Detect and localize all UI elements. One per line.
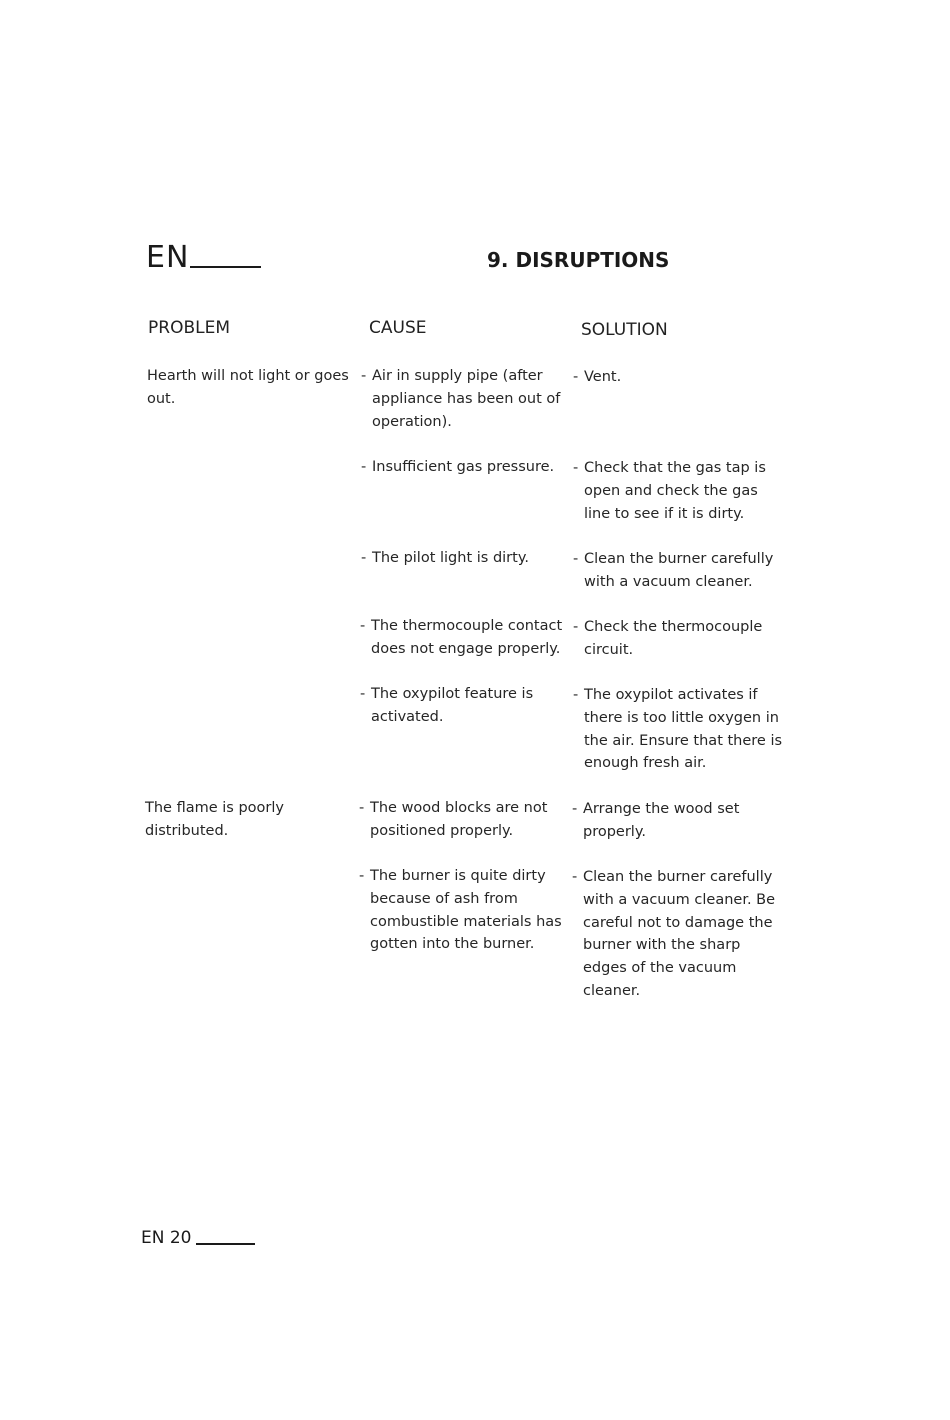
cause-text: Air in supply pipe (after appliance has been out of operation). [372, 368, 561, 430]
solution-cell: - Clean the burner carefully with a vacuum cleaner. Be careful not to damage the burner with the sharp edges of the vacuum cleaner. [572, 866, 777, 1003]
cause-cell: - The thermocouple contact does not engage properly. [360, 615, 570, 661]
cause-cell: - Insufficient gas pressure. [361, 456, 571, 479]
cause-text: The thermocouple contact does not engage properly. [371, 618, 563, 657]
problem-text: The flame is poorly distributed. [145, 800, 284, 839]
cause-text: The wood blocks are not positioned properly. [370, 800, 548, 839]
page-number: EN 20 [141, 1228, 192, 1248]
cause-cell: - The wood blocks are not positioned properly. [359, 797, 569, 843]
solution-cell: - Check that the gas tap is open and check the gas line to see if it is dirty. [573, 457, 788, 525]
solution-text: The oxypilot activates if there is too little oxygen in the air. Ensure that there is enough fresh air. [584, 687, 783, 772]
solution-text: Clean the burner carefully with a vacuum cleaner. [584, 551, 774, 590]
problem-text: Hearth will not light or goes out. [147, 368, 349, 407]
solution-text: Check that the gas tap is open and check the gas line to see if it is dirty. [584, 460, 766, 522]
cause-cell: - The oxypilot feature is activated. [360, 683, 570, 729]
section-title: 9. DISRUPTIONS [487, 248, 670, 272]
solution-cell: - Check the thermocouple circuit. [573, 616, 783, 662]
language-code: EN [146, 240, 190, 275]
cause-cell: - The burner is quite dirty because of ash from combustible materials has gotten into the burner. [359, 865, 569, 956]
solution-cell: - The oxypilot activates if there is too little oxygen in the air. Ensure that there is enough fresh air. [573, 684, 788, 775]
cause-text: The oxypilot feature is activated. [371, 686, 534, 725]
solution-text: Check the thermocouple circuit. [584, 619, 763, 658]
solution-text: Vent. [584, 369, 622, 385]
solution-cell: - Arrange the wood set properly. [572, 798, 772, 844]
solution-cell: - Clean the burner carefully with a vacuum cleaner. [573, 548, 788, 594]
cause-cell: - Air in supply pipe (after appliance has been out of operation). [361, 365, 571, 433]
column-header-problem: PROBLEM [148, 318, 230, 338]
solution-text: Clean the burner carefully with a vacuum cleaner. Be careful not to damage the burner with the sharp edges of the vacuum cleaner. [583, 869, 776, 999]
footer-rule [196, 1243, 255, 1245]
cause-text: The pilot light is dirty. [372, 550, 529, 566]
column-header-solution: SOLUTION [581, 320, 668, 340]
solution-cell: - Vent. [573, 366, 788, 389]
cause-cell: - The pilot light is dirty. [361, 547, 571, 570]
cause-text: The burner is quite dirty because of ash from combustible materials has gotten into the burner. [370, 868, 562, 953]
header-rule [190, 266, 261, 268]
column-header-cause: CAUSE [369, 318, 427, 338]
solution-text: Arrange the wood set properly. [583, 801, 740, 840]
cause-text: Insufficient gas pressure. [372, 459, 555, 475]
